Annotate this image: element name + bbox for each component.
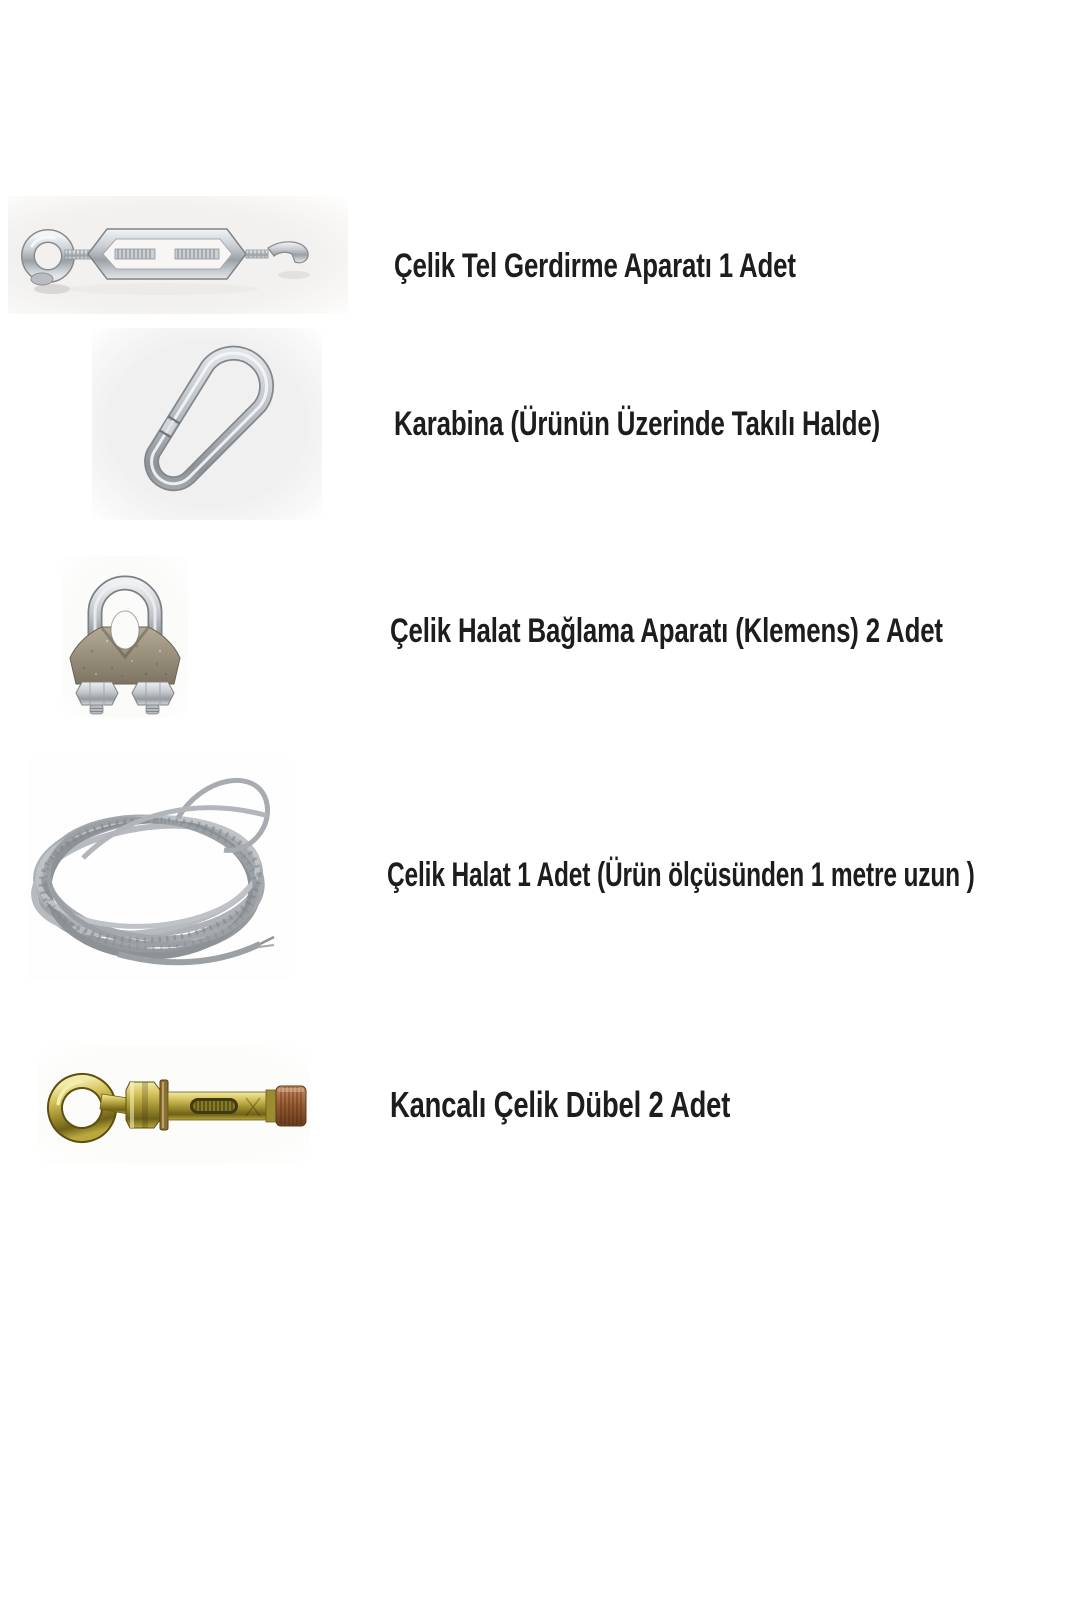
item-label-steel-cable: Çelik Halat 1 Adet (Ürün ölçüsünden 1 metre uzun ) — [387, 856, 975, 894]
carabiner-icon — [92, 328, 322, 520]
turnbuckle-icon — [8, 196, 348, 314]
steel-cable-photo — [28, 758, 290, 980]
item-label-carabiner: Karabina (Ürünün Üzerinde Takılı Halde) — [394, 405, 881, 443]
eye-anchor-bolt-icon — [38, 1046, 310, 1164]
carabiner-photo — [92, 328, 322, 520]
item-label-turnbuckle: Çelik Tel Gerdirme Aparatı 1 Adet — [394, 247, 796, 285]
eye-anchor-bolt-photo — [38, 1046, 310, 1164]
item-label-eye-anchor-bolt: Kancalı Çelik Dübel 2 Adet — [390, 1084, 731, 1125]
wire-rope-clamp-photo — [62, 556, 188, 718]
item-label-wire-rope-clamp: Çelik Halat Bağlama Aparatı (Klemens) 2 Adet — [390, 612, 943, 650]
wire-rope-clamp-icon — [62, 556, 188, 718]
steel-cable-icon — [28, 758, 290, 980]
turnbuckle-photo — [8, 196, 348, 314]
